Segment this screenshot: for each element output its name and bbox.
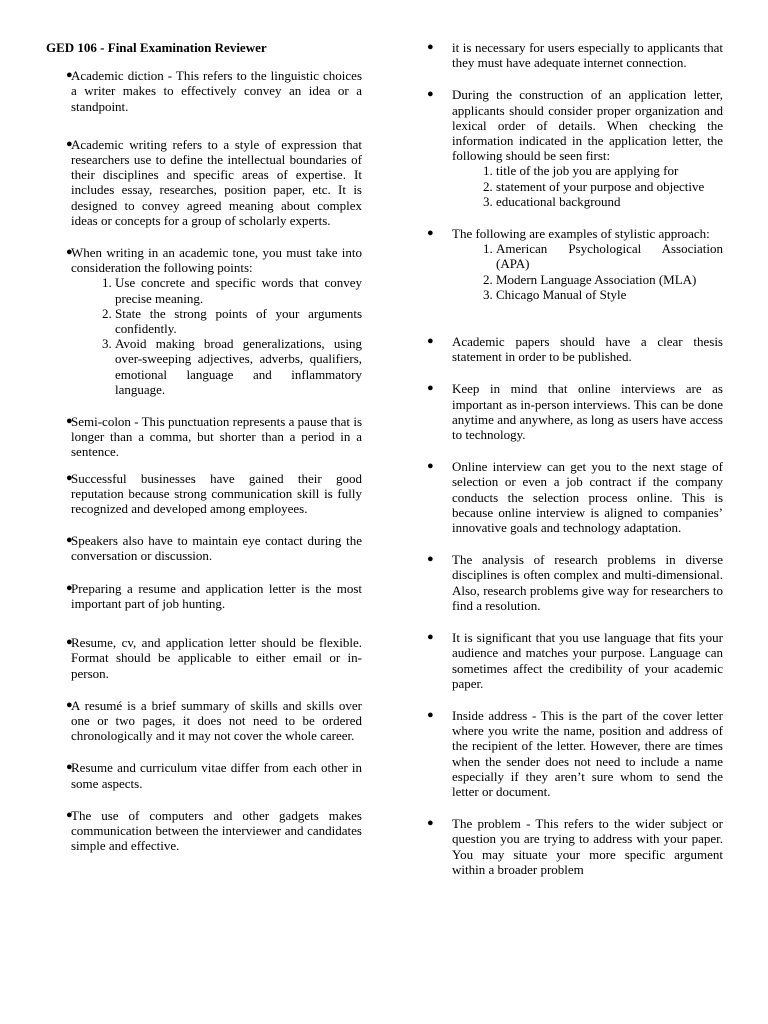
sub-list-item: 3. Avoid making broad generalizations, using over-sweeping adjectives, adverbs, qualifiers, emotional language and inflammatory language. <box>115 336 362 397</box>
sub-list-item: 1. American Psychological Association (APA) <box>496 241 723 271</box>
bullet-item <box>46 581 362 611</box>
sub-list <box>452 163 723 209</box>
item-text: Online interview can get you to the next stage of selection or even a job contract if the company conducts the selection process online. This is because online interview is aligned to companies’ innovative goals and technology adaptation. <box>452 459 723 536</box>
bullet-icon: ● <box>66 581 73 594</box>
bullet-item <box>426 816 723 877</box>
item-text: When writing in an academic tone, you must take into consideration the following points: <box>71 245 362 276</box>
item-text: Keep in mind that online interviews are as important as in-person interviews. This can be done anytime and anywhere, as long as users have access to technology. <box>452 381 723 443</box>
sub-list-item: 1. title of the job you are applying for <box>496 163 723 178</box>
bullet-icon: ● <box>427 817 434 830</box>
sub-list-item: 1. Use concrete and specific words that convey precise meaning. <box>115 275 362 305</box>
item-text: it is necessary for users especially to applicants that they must have adequate internet connection. <box>452 40 723 71</box>
item-text: During the construction of an application letter, applicants should consider proper organization and lexical order of details. When checking the information indicated in the application letter, the following should be seen first: <box>452 87 723 164</box>
sub-list-item: 3. educational background <box>496 194 723 209</box>
bullet-icon: ● <box>66 636 73 649</box>
sub-list <box>71 275 362 397</box>
bullet-icon: ● <box>427 708 434 721</box>
bullet-item <box>46 471 362 517</box>
bullet-icon: ● <box>66 471 73 484</box>
bullet-item <box>46 245 362 397</box>
bullet-icon: ● <box>427 227 434 240</box>
bullet-item <box>426 552 723 613</box>
bullet-item <box>426 334 723 364</box>
item-text: Preparing a resume and application letter is the most important part of job hunting. <box>71 580 362 611</box>
sub-list-item: 2. statement of your purpose and objective <box>496 179 723 194</box>
bullet-item <box>426 87 723 209</box>
item-text: The problem - This refers to the wider subject or question you are trying to address with your paper. You may situate your more specific argument within a broader problem <box>452 816 723 877</box>
bullet-icon: ● <box>427 335 434 348</box>
bullet-item <box>426 708 723 799</box>
item-text: It is significant that you use language that fits your audience and matches your purpose. Language can sometimes affect the credibility of your academic paper. <box>452 630 723 691</box>
item-text: Academic writing refers to a style of expression that researchers use to define the intellectual boundaries of their disciplines and specific areas of expertise. It includes essay, researches, position paper, etc. It is designed to convey agreed meaning about complex ideas or concepts for a group of scholarly experts. <box>71 136 362 228</box>
item-text: Successful businesses have gained their good reputation because strong communication skill is fully recognized and developed among employees. <box>71 470 362 517</box>
bullet-item <box>426 459 723 535</box>
bullet-icon: ● <box>66 246 73 259</box>
item-text: The analysis of research problems in diverse disciplines is often complex and multi-dimensional. Also, research problems give way for researchers to find a resolution. <box>452 552 723 613</box>
bullet-item <box>46 698 362 744</box>
bullet-item <box>46 760 362 790</box>
sub-list <box>452 241 723 302</box>
bullet-icon: ● <box>66 137 73 150</box>
sub-list-item: 2. Modern Language Association (MLA) <box>496 272 723 287</box>
page-title: GED 106 - Final Examination Reviewer <box>46 40 267 55</box>
right-column <box>426 40 723 877</box>
sub-list-item: 3. Chicago Manual of Style <box>496 287 723 302</box>
item-text: Resume, cv, and application letter should be flexible. Format should be applicable to either email or in-person. <box>71 635 362 681</box>
bullet-icon: ● <box>66 69 73 82</box>
item-text: Academic diction - This refers to the linguistic choices a writer makes to effectively convey an idea or a standpoint. <box>71 68 362 114</box>
bullet-item <box>426 40 723 70</box>
item-text: Speakers also have to maintain eye contact during the conversation or discussion. <box>71 533 362 564</box>
bullet-item <box>426 381 723 442</box>
bullet-icon: ● <box>427 460 434 473</box>
bullet-icon: ● <box>66 534 73 547</box>
sub-list-item: 2. State the strong points of your arguments confidently. <box>115 306 362 336</box>
item-text: The following are examples of stylistic approach: <box>452 226 710 242</box>
bullet-icon: ● <box>66 698 73 711</box>
bullet-item <box>426 226 723 302</box>
bullet-icon: ● <box>427 553 434 566</box>
bullet-item <box>46 68 362 114</box>
item-text: Resume and curriculum vitae differ from each other in some aspects. <box>71 760 362 791</box>
bullet-icon: ● <box>427 631 434 644</box>
bullet-icon: ● <box>66 761 73 774</box>
left-column <box>46 40 362 853</box>
item-text: The use of computers and other gadgets makes communication between the interviewer and candidates simple and effective. <box>71 807 362 854</box>
bullet-item <box>426 630 723 691</box>
item-text: Semi-colon - This punctuation represents a pause that is longer than a comma, but shorter than a period in a sentence. <box>71 414 362 460</box>
bullet-item <box>46 533 362 563</box>
bullet-icon: ● <box>66 415 73 428</box>
item-text: Academic papers should have a clear thesis statement in order to be published. <box>452 334 723 365</box>
bullet-item <box>46 137 362 228</box>
bullet-item <box>46 635 362 681</box>
bullet-item <box>46 808 362 854</box>
bullet-icon: ● <box>427 382 434 395</box>
bullet-icon: ● <box>427 41 434 53</box>
item-text: A resumé is a brief summary of skills and skills over one or two pages, it does not need to be ordered chronologically and it may not cover the whole career. <box>71 697 362 744</box>
bullet-icon: ● <box>427 88 434 101</box>
item-text: Inside address - This is the part of the cover letter where you write the name, position and address of the recipient of the letter. However, there are times when the sender does not need to include a name especially if they aren’t sure whom to send the letter or document. <box>452 707 723 799</box>
bullet-item <box>46 414 362 460</box>
bullet-icon: ● <box>66 808 73 821</box>
